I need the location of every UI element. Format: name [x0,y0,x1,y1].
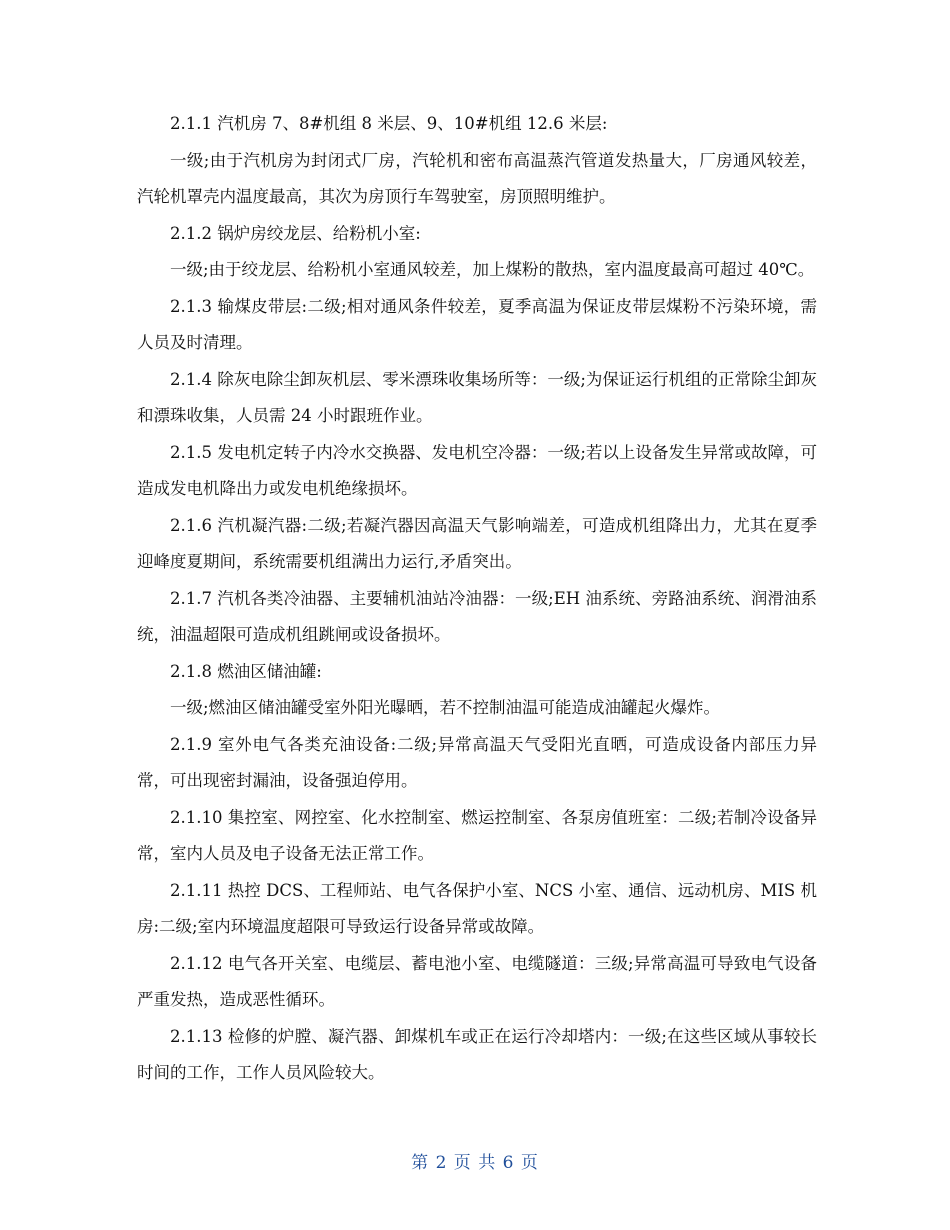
paragraph-2-1-10: 2.1.10 集控室、网控室、化水控制室、燃运控制室、各泵房值班室：二级;若制冷设备异常，室内人员及电子设备无法正常工作。 [137,807,817,863]
paragraph-2-1-6: 2.1.6 汽机凝汽器:二级;若凝汽器因高温天气影响端差，可造成机组降出力，尤其在夏季迎峰度夏期间，系统需要机组满出力运行,矛盾突出。 [137,515,817,571]
paragraph-2-1-7: 2.1.7 汽机各类冷油器、主要辅机油站冷油器：一级;EH 油系统、旁路油系统、润滑油系统，油温超限可造成机组跳闸或设备损坏。 [137,588,817,644]
paragraph-2-1-4: 2.1.4 除灰电除尘卸灰机层、零米漂珠收集场所等：一级;为保证运行机组的正常除尘卸灰和漂珠收集，人员需 24 小时跟班作业。 [137,369,817,425]
page-number-footer: 第 2 页 共 6 页 [411,1153,539,1173]
paragraph-2-1-2: 2.1.2 锅炉房绞龙层、给粉机小室: [170,223,421,243]
paragraph-2-1-3: 2.1.3 输煤皮带层:二级;相对通风条件较差，夏季高温为保证皮带层煤粉不污染环境，需人员及时清理。 [137,296,817,352]
document-body [137,106,817,1092]
paragraph-2-1-13: 2.1.13 检修的炉膛、凝汽器、卸煤机车或正在运行冷却塔内：一级;在这些区域从事较长时间的工作，工作人员风险较大。 [137,1026,817,1082]
paragraph-2-1-1-detail: 一级;由于汽机房为封闭式厂房，汽轮机和密布高温蒸汽管道发热量大，厂房通风较差，汽轮机罩壳内温度最高，其次为房顶行车驾驶室，房顶照明维护。 [137,150,817,206]
paragraph-2-1-8: 2.1.8 燃油区储油罐: [170,661,322,681]
paragraph-2-1-2-detail: 一级;由于绞龙层、给粉机小室通风较差，加上煤粉的散热，室内温度最高可超过 40℃。 [170,260,815,279]
paragraph-2-1-12: 2.1.12 电气各开关室、电缆层、蓄电池小室、电缆隧道：三级;异常高温可导致电气设备严重发热，造成恶性循环。 [137,953,817,1009]
paragraph-2-1-8-detail: 一级;燃油区储油罐受室外阳光曝晒，若不控制油温可能造成油罐起火爆炸。 [170,698,721,717]
paragraph-2-1-5: 2.1.5 发电机定转子内冷水交换器、发电机空冷器：一级;若以上设备发生异常或故障，可造成发电机降出力或发电机绝缘损坏。 [137,442,817,498]
paragraph-2-1-9: 2.1.9 室外电气各类充油设备:二级;异常高温天气受阳光直晒，可造成设备内部压力异常，可出现密封漏油，设备强迫停用。 [137,734,817,790]
paragraph-2-1-1: 2.1.1 汽机房 7、8#机组 8 米层、9、10#机组 12.6 米层: [170,114,608,133]
paragraph-2-1-11: 2.1.11 热控 DCS、工程师站、电气各保护小室、NCS 小室、通信、远动机房、MIS 机房:二级;室内环境温度超限可导致运行设备异常或故障。 [137,880,817,936]
